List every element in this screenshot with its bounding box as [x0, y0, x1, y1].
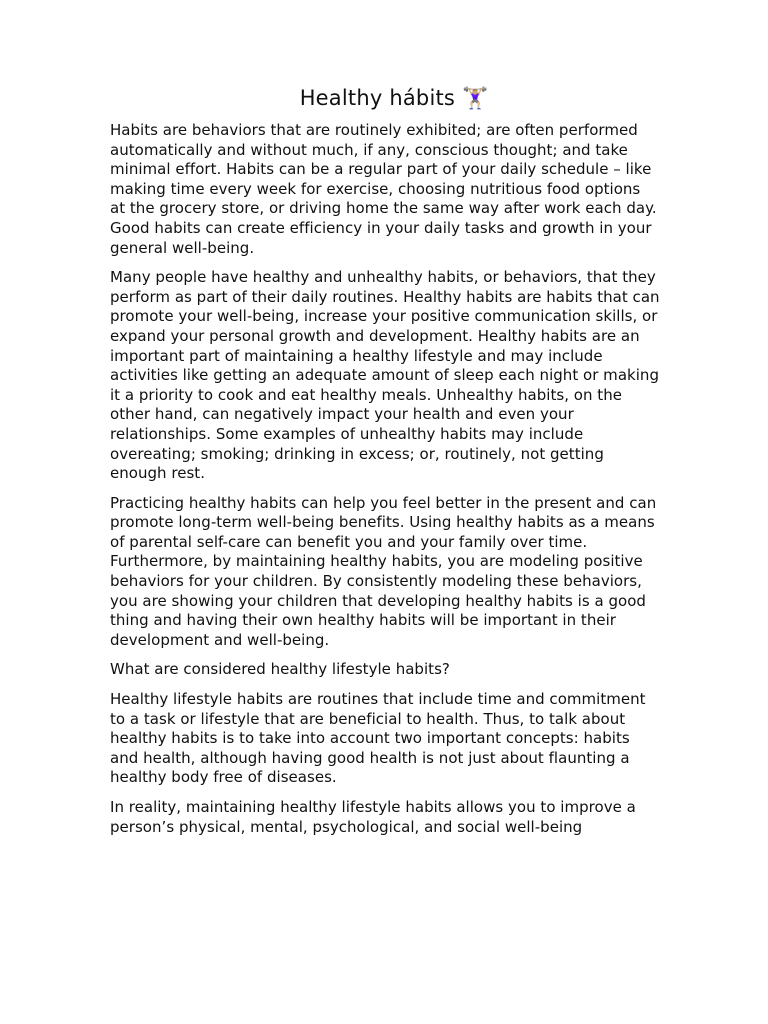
document-title: Healthy hábits 🏋🏼‍♀ [299, 86, 489, 110]
paragraph-healthy-unhealthy-habits: Many people have healthy and unhealthy habits, or behaviors, that they perform as part of their daily routines. Healthy habits are habits that can promote your well-being, increase your positive communication skills, or expand your personal growth and development. Healthy habits are an important part of maintaining a healthy lifestyle and may include activities like getting an adequate amount of sleep each night or making it a priority to cook and eat healthy meals. Unhealthy habits, on the other hand, can negatively impact your health and even your relationships. Some examples of unhealthy habits may include overeating; smoking; drinking in excess; or, routinely, not getting enough rest. [110, 268, 660, 483]
paragraph-habits-definition: Habits are behaviors that are routinely exhibited; are often performed automatically and without much, if any, conscious thought; and take minimal effort. Habits can be a regular part of your daily schedule – like making time every week for exercise, choosing nutritious food options at the grocery store, or driving home the same way after work each day. Good habits can create efficiency in your daily tasks and growth in your general well-being. [110, 121, 657, 257]
paragraph-question-heading: What are considered healthy lifestyle habits? [110, 660, 450, 679]
paragraph-lifestyle-habits: Healthy lifestyle habits are routines that include time and commitment to a task or lifestyle that are beneficial to health. Thus, to talk about healthy habits is to take into account two important concepts: habits and health, although having good health is not just about flaunting a healthy body free of diseases. [110, 690, 646, 787]
paragraph-practicing-healthy-habits: Practicing healthy habits can help you feel better in the present and can promote long-term well-being benefits. Using healthy habits as a means of parental self-care can benefit you and your family over time. Furthermore, by maintaining healthy habits, you are modeling positive behaviors for your children. By consistently modeling these behaviors, you are showing your children that developing healthy habits is a good thing and having their own healthy habits will be important in their development and well-being. [110, 493, 657, 649]
paragraph-reality: In reality, maintaining healthy lifestyle habits allows you to improve a person’s physical, mental, psychological, and social well-being [110, 798, 636, 836]
